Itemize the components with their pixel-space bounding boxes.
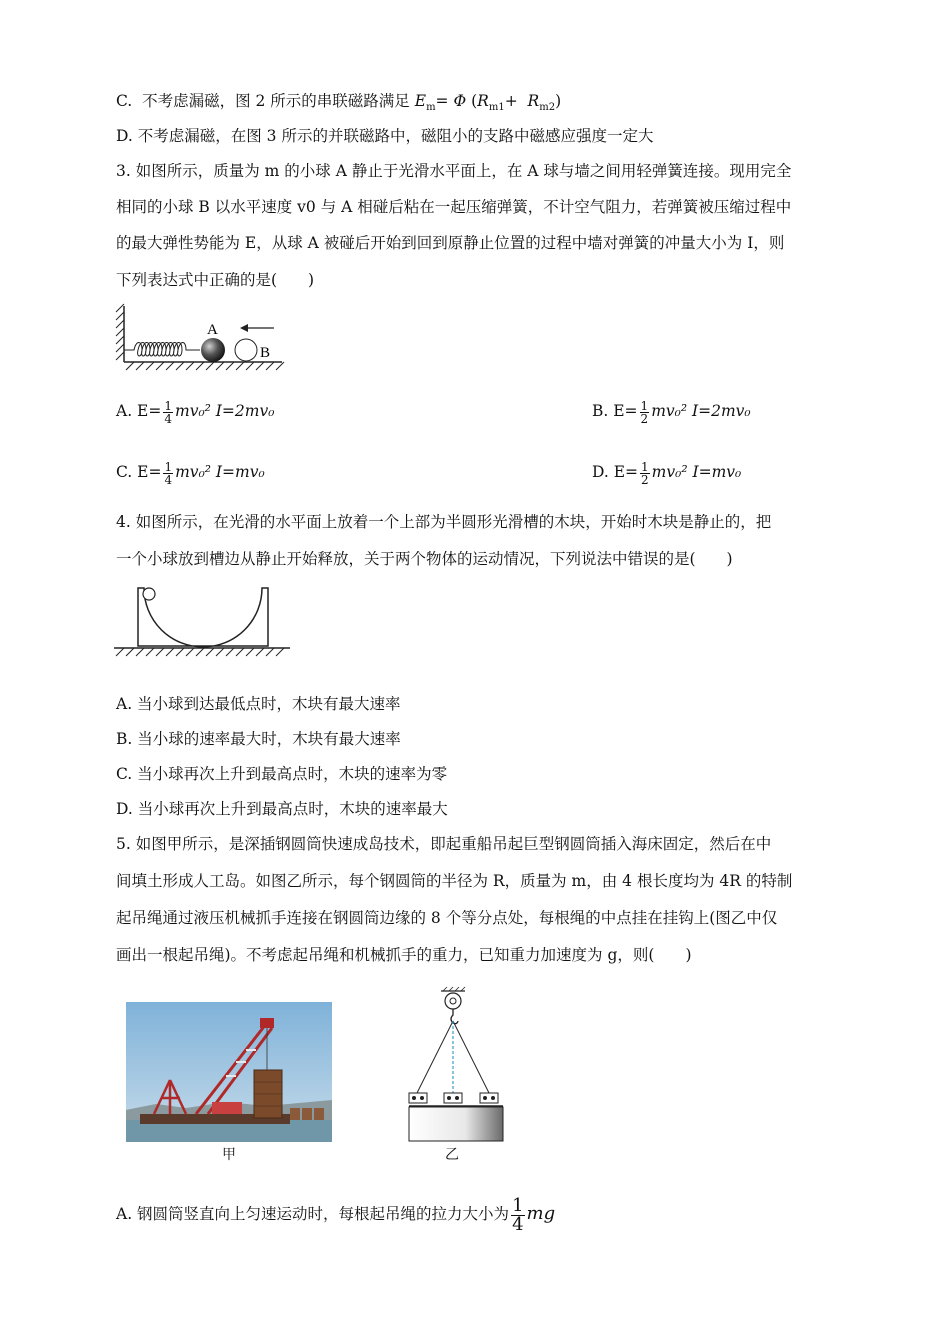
q3-option-b: B. E= $\frac{1}{2}$ mv₀² I=2mv₀ [592,398,751,426]
caption-yi: 乙 [445,1147,459,1163]
q4-stem-line2: 一个小球放到槽边从静止开始释放，关于两个物体的运动情况，下列说法中错误的是( ) [116,550,733,568]
q5-stem-line4: 画出一根起吊绳)。不考虑起吊绳和机械抓手的重力，已知重力加速度为 g，则( ) [116,946,692,964]
q3-stem-line2: 相同的小球 B 以水平速度 v0 与 A 相碰后粘在一起压缩弹簧，不计空气阻力，若弹簧被压缩过程中 [116,198,792,216]
q4-groove-figure [112,580,292,662]
q2-option-d: D. 不考虑漏磁，在图 3 所示的并联磁路中，磁阻小的支路中磁感应强度一定大 [116,127,654,145]
q3-stem-line4: 下列表达式中正确的是( ) [116,271,315,289]
hook-diagram [405,985,509,1143]
q5-stem-line3: 起吊绳通过液压机械抓手连接在钢圆筒边缘的 8 个等分点处，每根绳的中点挂在挂钩上(图乙中仅 [116,909,778,927]
q4-option-c: C. 当小球再次上升到最高点时，木块的速率为零 [116,765,448,783]
ball-a-label: A [207,322,218,338]
q3-spring-figure [114,300,289,372]
ball-b [235,339,257,361]
q3-stem-line3: 的最大弹性势能为 E，从球 A 被碰后开始到回到原静止位置的过程中墙对弹簧的冲量大小为 I，则 [116,234,785,252]
q2-option-c: C. 不考虑漏磁，图 2 所示的串联磁路满足 $E_m= \Phi$ $(R_{m1}+ R_{m2})$ [116,92,562,114]
q4-option-b: B. 当小球的速率最大时，木块有最大速率 [116,730,401,748]
q3-stem-line1: 3. 如图所示，质量为 m 的小球 A 静止于光滑水平面上，在 A 球与墙之间用轻弹簧连接。现用完全 [116,162,792,180]
q5-stem-line1: 5. 如图甲所示，是深插钢圆筒快速成岛技术，即起重船吊起巨型钢圆筒插入海床固定，然后在中 [116,835,772,853]
q5-stem-line2: 间填土形成人工岛。如图乙所示，每个钢圆筒的半径为 R，质量为 m，由 4 根长度均为 4R 的特制 [116,872,793,890]
q4-option-d: D. 当小球再次上升到最高点时，木块的速率最大 [116,800,448,818]
q3-option-c: C. E= $\frac{1}{4}$ mv₀² I=mv₀ [116,459,265,487]
ball-a [201,338,225,362]
q4-option-a: A. 当小球到达最低点时，木块有最大速率 [116,695,401,713]
caption-jia: 甲 [222,1147,236,1163]
q3-option-d: D. E= $\frac{1}{2}$ mv₀² I=mv₀ [592,459,742,487]
q3-option-a: A. E= $\frac{1}{4}$ mv₀² I=2mv₀ [116,398,275,426]
q4-stem-line1: 4. 如图所示，在光滑的水平面上放着一个上部为半圆形光滑槽的木块，开始时木块是静止的，把 [116,513,772,531]
q5-option-a: A. 钢圆筒竖直向上匀速运动时，每根起吊绳的拉力大小为 $\frac{1}{4}$ mg [116,1194,556,1235]
ball-b-label: B [260,345,271,361]
crane-photo [126,1002,332,1142]
small-ball [143,588,155,600]
